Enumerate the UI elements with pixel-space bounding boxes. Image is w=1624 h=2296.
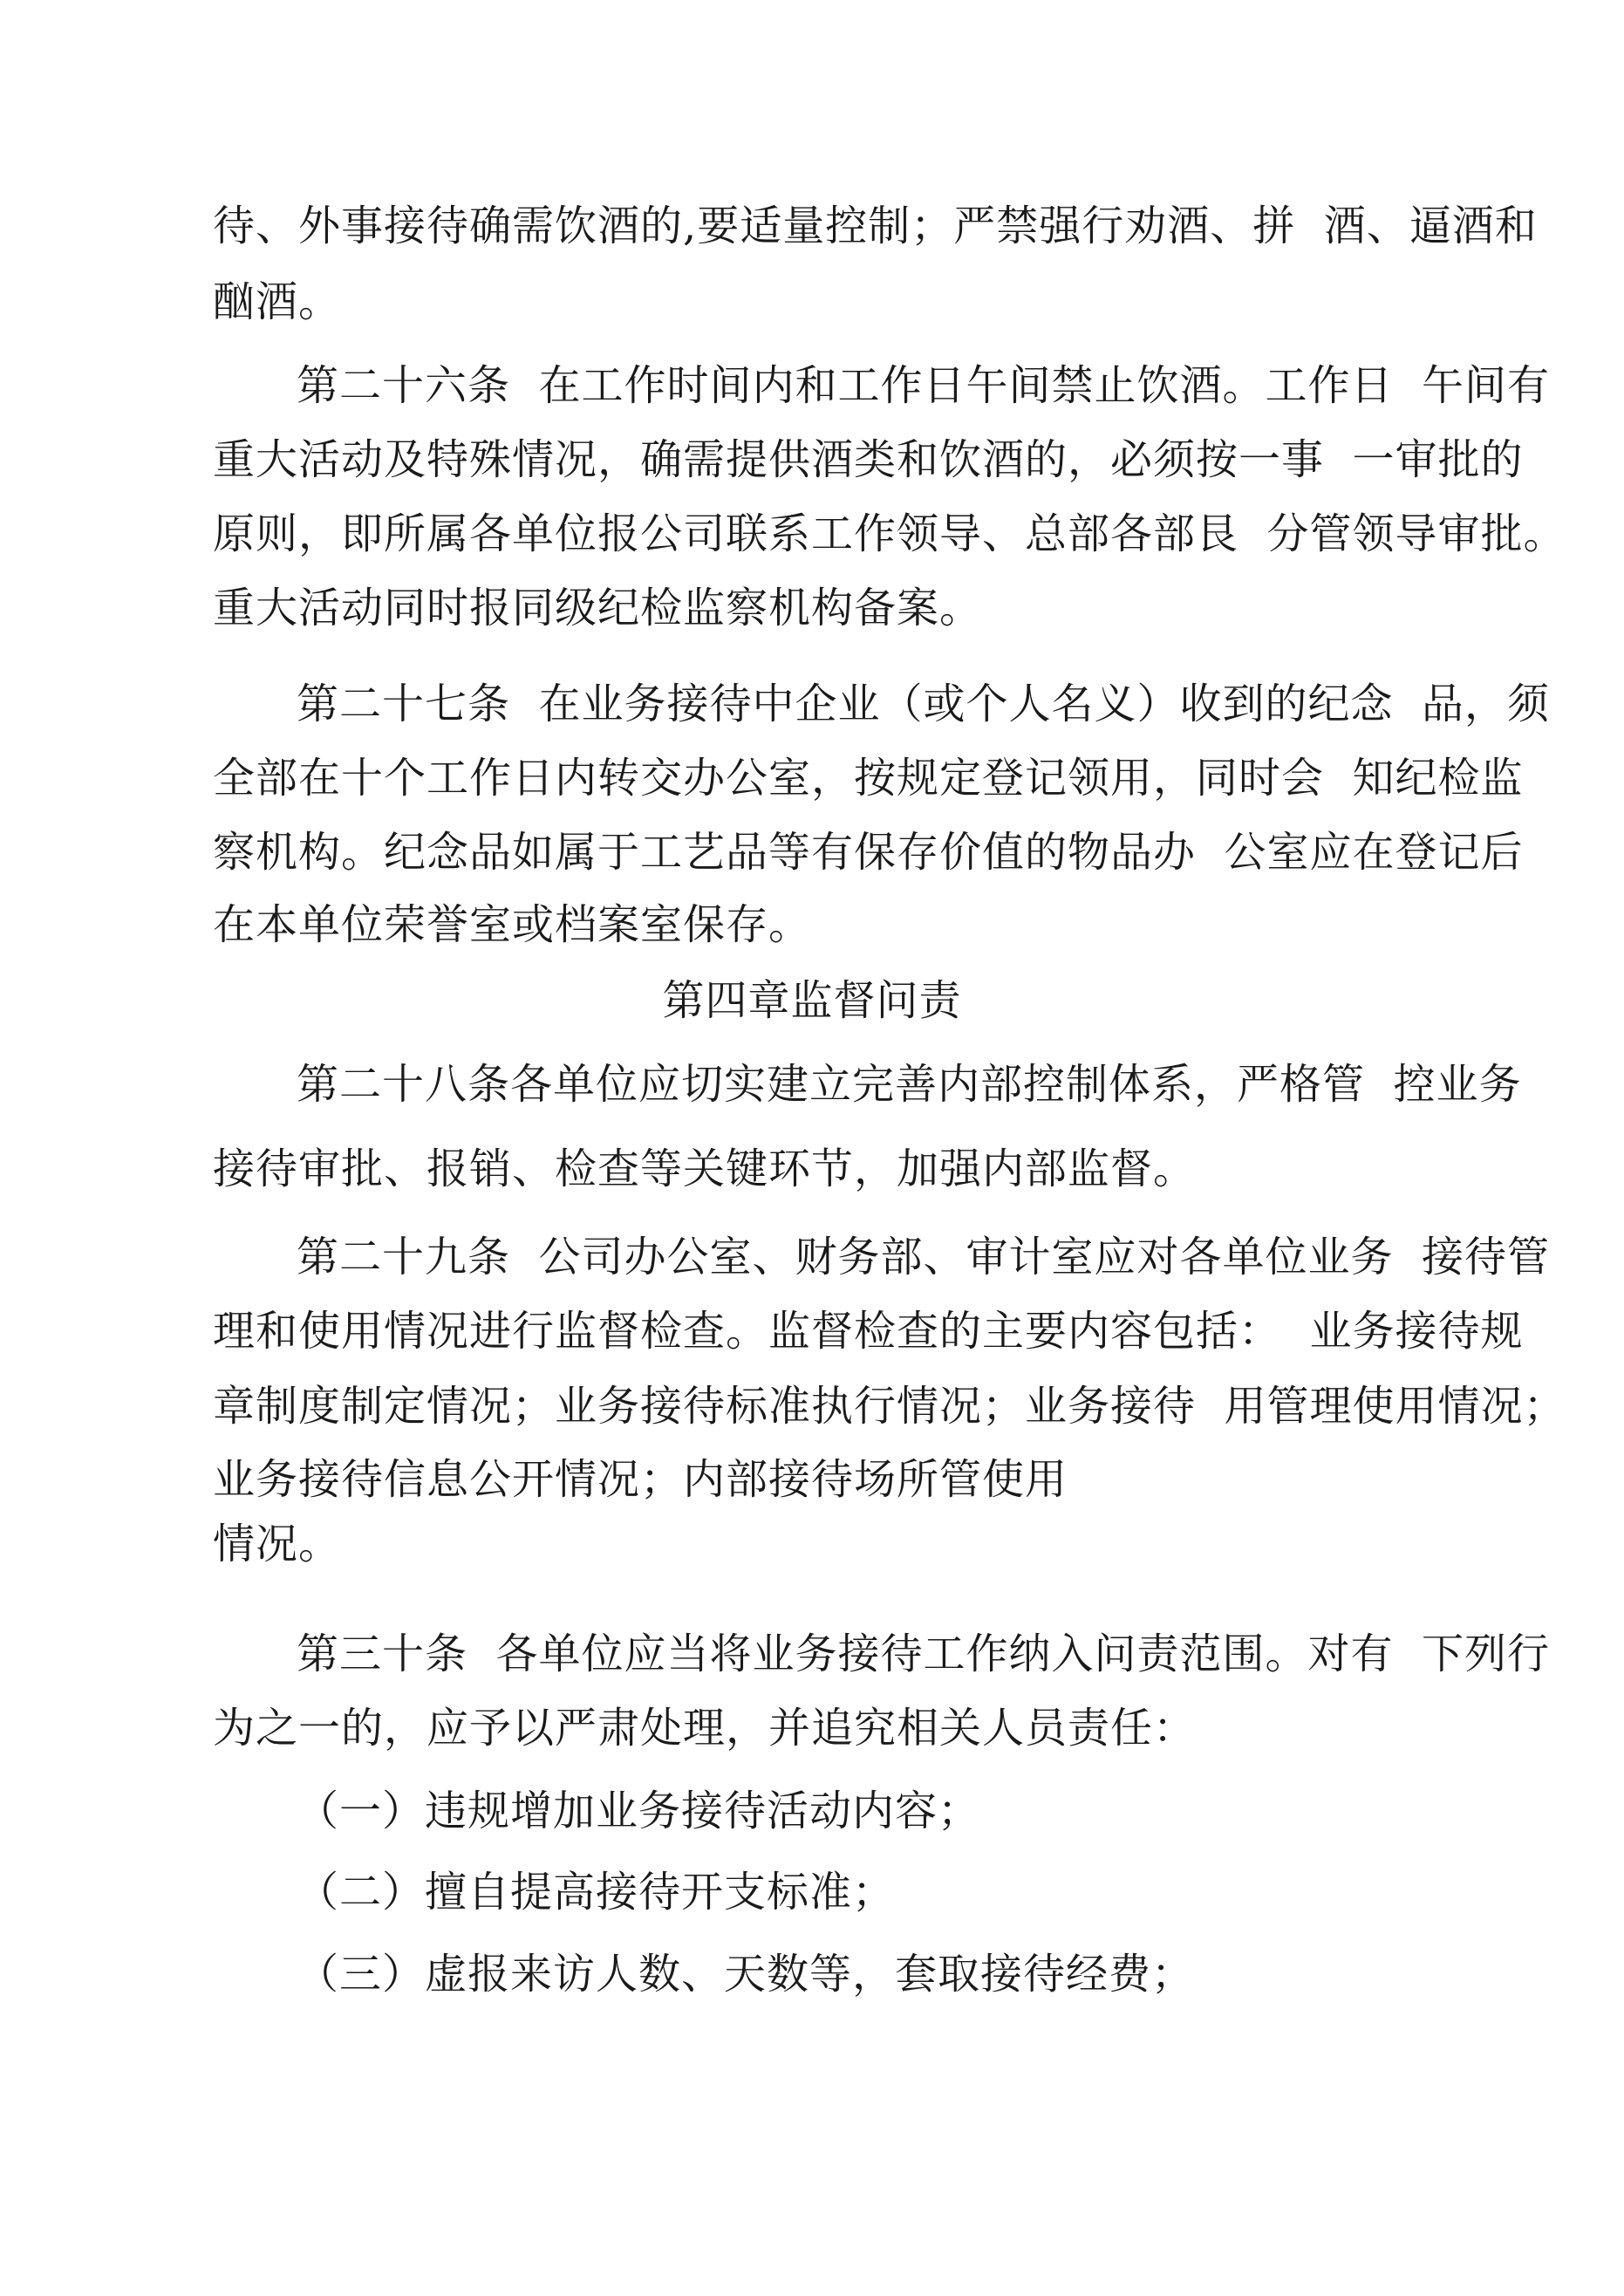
text-line: 业务接待信息公开情况；内部接待场所管使用 — [213, 1455, 1068, 1504]
text-line: 待、外事接待确需饮酒的,要适量控制；严禁强行劝酒、拼 酒、逼酒和 — [213, 202, 1538, 250]
article-30-line: 第三十条 各单位应当将业务接待工作纳入问责范围。对有 下列行 — [297, 1630, 1551, 1678]
article-28-line: 第二十八条各单位应切实建立完善内部控制体系，严格管 控业务 — [297, 1060, 1522, 1109]
article-29-line: 第二十九条 公司办公室、财务部、审计室应对各单位业务 接待管 — [297, 1233, 1551, 1281]
text-line: 接待审批、报销、检查等关键环节，加强内部监督。 — [213, 1145, 1197, 1193]
list-item: （三）虚报来访人数、天数等，套取接待经费； — [297, 1950, 1195, 1999]
text-line: 在本单位荣誉室或档案室保存。 — [213, 900, 812, 949]
chapter-heading: 第四章监督问责 — [662, 976, 962, 1025]
text-line: 全部在十个工作日内转交办公室，按规定登记领用，同时会 知纪检监 — [213, 754, 1524, 803]
text-line: 重大活动及特殊情况，确需提供酒类和饮酒的，必须按一事 一审批的 — [213, 435, 1524, 484]
text-line: 为之一的，应予以严肃处理，并追究相关人员责任： — [213, 1704, 1197, 1753]
text-line: 重大活动同时报同级纪检监察机构备案。 — [213, 584, 983, 632]
article-26-line: 第二十六条 在工作时间内和工作日午间禁止饮酒。工作日 午间有 — [297, 361, 1551, 410]
list-item: （一）违规增加业务接待活动内容； — [297, 1787, 981, 1835]
text-line: 原则，即所属各单位报公司联系工作领导、总部各部艮 分管领导审批。 — [213, 509, 1566, 558]
text-line: 酗酒。 — [213, 277, 342, 326]
list-item: （二）擅自提高接待开支标准； — [297, 1868, 896, 1917]
text-line: 章制度制定情况；业务接待标准执行情况；业务接待 用管理使用情况； — [213, 1382, 1566, 1431]
text-line: 理和使用情况进行监督检查。监督检查的主要内容包括： 业务接待规 — [213, 1307, 1524, 1356]
article-27-line: 第二十七条 在业务接待中企业（或个人名义）收到的纪念 品，须 — [297, 680, 1551, 728]
text-line: 情况。 — [213, 1520, 342, 1568]
text-line: 察机构。纪念品如属于工艺品等有保存价值的物品办 公室应在登记后 — [213, 828, 1524, 877]
